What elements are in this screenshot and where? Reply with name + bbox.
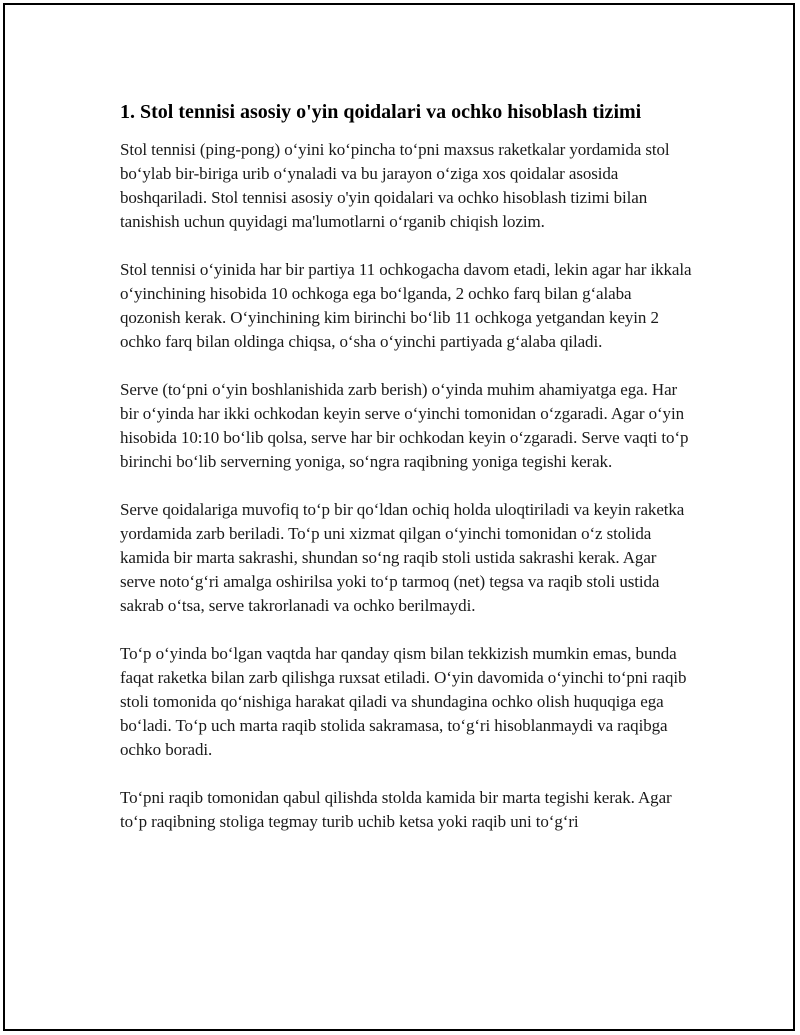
document-body	[120, 98, 695, 858]
paragraph-serve-rules: Serve qoidalariga muvofiq to‘p bir qo‘ldan ochiq holda uloqtiriladi va keyin raketka yordamida zarb beriladi. To‘p uni xizmat qilgan o‘yinchi tomonidan o‘z stolida kamida bir marta sakrashi, shundan so‘ng raqib stoli ustida sakrashi kerak. Agar serve noto‘g‘ri amalga oshirilsa yoki to‘p tarmoq (net) tegsa va raqib stoli ustida sakrab o‘tsa, serve takrorlanadi va ochko berilmaydi.	[120, 500, 685, 615]
paragraph-ball-contact: To‘p o‘yinda bo‘lgan vaqtda har qanday qism bilan tekkizish mumkin emas, bunda faqat raketka bilan zarb qilishga ruxsat etiladi. O‘yin davomida o‘yinchi to‘pni raqib stoli tomonida qo‘nishiga harakat qiladi va shundagina ochko olish huquqiga ega bo‘ladi. To‘p uch marta raqib stolida sakramasa, to‘g‘ri hisoblanmaydi va raqibga ochko boradi.	[120, 644, 687, 759]
paragraph-scoring: Stol tennisi o‘yinida har bir partiya 11 ochkogacha davom etadi, lekin agar har ikkala o‘yinchining hisobida 10 ochkoga ega bo‘lganda, 2 ochko farq bilan g‘alaba qozonish kerak. O‘yinchining kim birinchi bo‘lib 11 ochkoga yetgandan keyin 2 ochko farq bilan oldinga chiqsa, o‘sha o‘yinchi partiyada g‘alaba qiladi.	[120, 260, 692, 351]
document-title: 1. Stol tennisi asosiy o'yin qoidalari va ochko hisoblash tizimi	[120, 101, 642, 123]
paragraph-receiving: To‘pni raqib tomonidan qabul qilishda stolda kamida bir marta tegishi kerak. Agar to‘p raqibning stoliga tegmay turib uchib ketsa yoki raqib uni to‘g‘ri	[120, 788, 672, 831]
page-frame	[3, 3, 795, 1031]
paragraph-intro: Stol tennisi (ping-pong) o‘yini ko‘pincha to‘pni maxsus raketkalar yordamida stol bo‘ylab bir-biriga urib o‘ynaladi va bu jarayon o‘ziga xos qoidalar asosida boshqariladi. Stol tennisi asosiy o'yin qoidalari va ochko hisoblash tizimi bilan tanishish uchun quyidagi ma'lumotlarni o‘rganib chiqish lozim.	[120, 140, 670, 231]
paragraph-serve-rotation: Serve (to‘pni o‘yin boshlanishida zarb berish) o‘yinda muhim ahamiyatga ega. Har bir o‘yinda har ikki ochkodan keyin serve o‘yinchi tomonidan o‘zgaradi. Agar o‘yin hisobida 10:10 bo‘lib qolsa, serve har bir ochkodan keyin o‘zgaradi. Serve vaqti to‘p birinchi bo‘lib serverning yoniga, so‘ngra raqibning yoniga tegishi kerak.	[120, 380, 689, 471]
